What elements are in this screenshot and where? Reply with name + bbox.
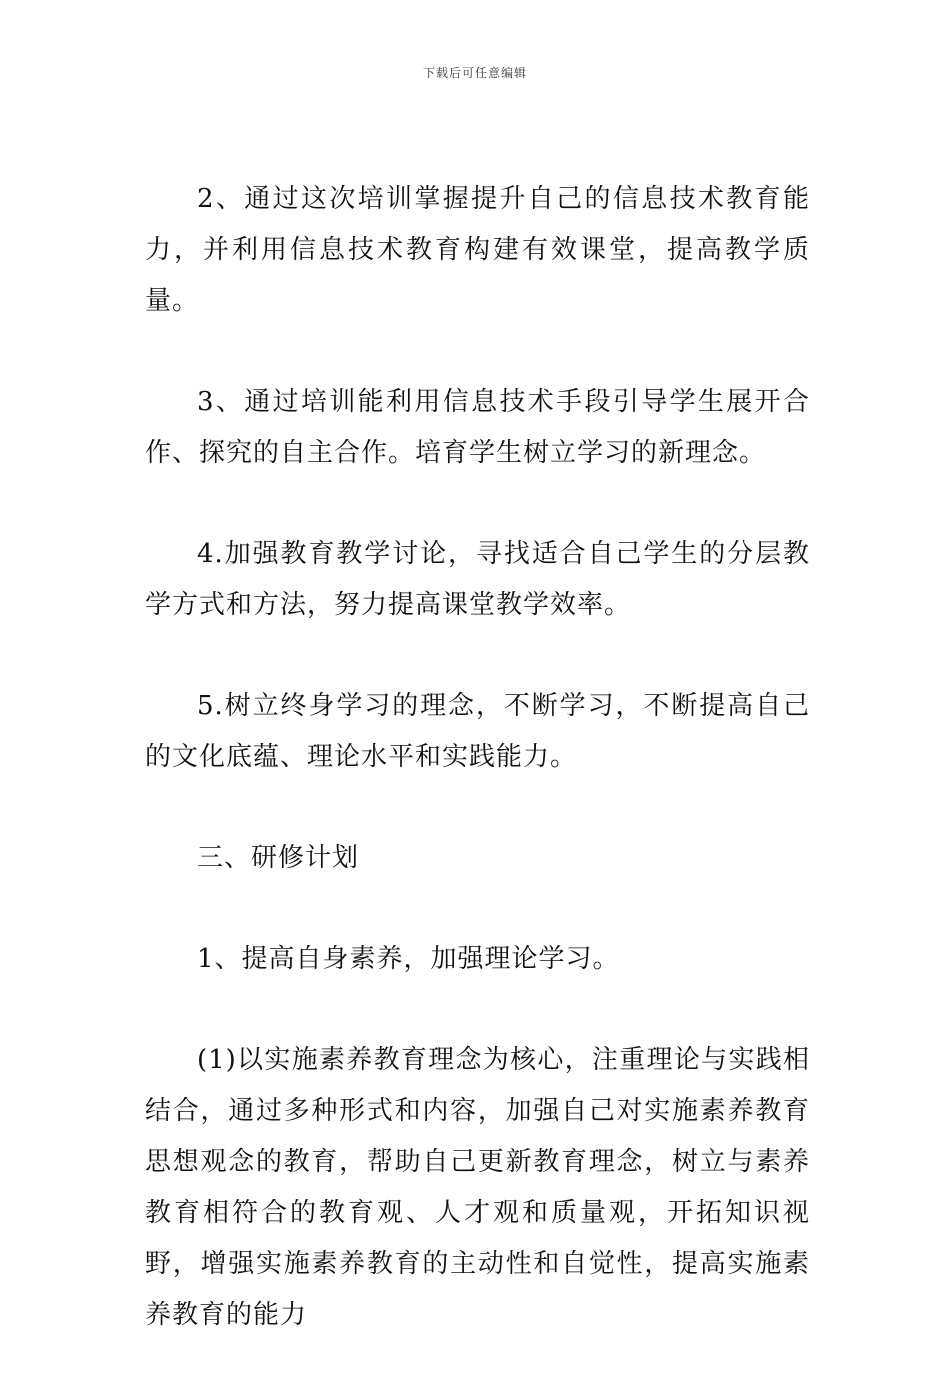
section-heading-plan: 三、研修计划 — [197, 843, 360, 873]
paragraph-goal-4: 4.加强教育教学讨论，寻找适合自己学生的分层教学方式和方法，努力提高课堂教学效率。 — [145, 539, 810, 620]
page-header-note: 下载后可任意编辑 — [422, 66, 527, 80]
paragraph-goal-5: 5.树立终身学习的理念，不断学习，不断提高自己的文化底蕴、理论水平和实践能力。 — [145, 691, 810, 772]
document-body — [145, 174, 810, 1391]
paragraph-plan-1-sub-1: (1)以实施素养教育理念为核心，注重理论与实践相结合，通过多种形式和内容，加强自己对实施素养教育思想观念的教育，帮助自己更新教育理念，树立与素养教育相符合的教育观、人才观和质量观，开拓知识视野，增强实施素养教育的主动性和自觉性，提高实施素养教育的能力 — [145, 1045, 810, 1330]
paragraph-goal-2: 2、通过这次培训掌握提升自己的信息技术教育能力，并利用信息技术教育构建有效课堂，提高教学质量。 — [145, 184, 810, 316]
paragraph-goal-3: 3、通过培训能利用信息技术手段引导学生展开合作、探究的自主合作。培育学生树立学习的新理念。 — [145, 387, 810, 468]
paragraph-plan-1: 1、提高自身素养，加强理论学习。 — [197, 944, 620, 974]
